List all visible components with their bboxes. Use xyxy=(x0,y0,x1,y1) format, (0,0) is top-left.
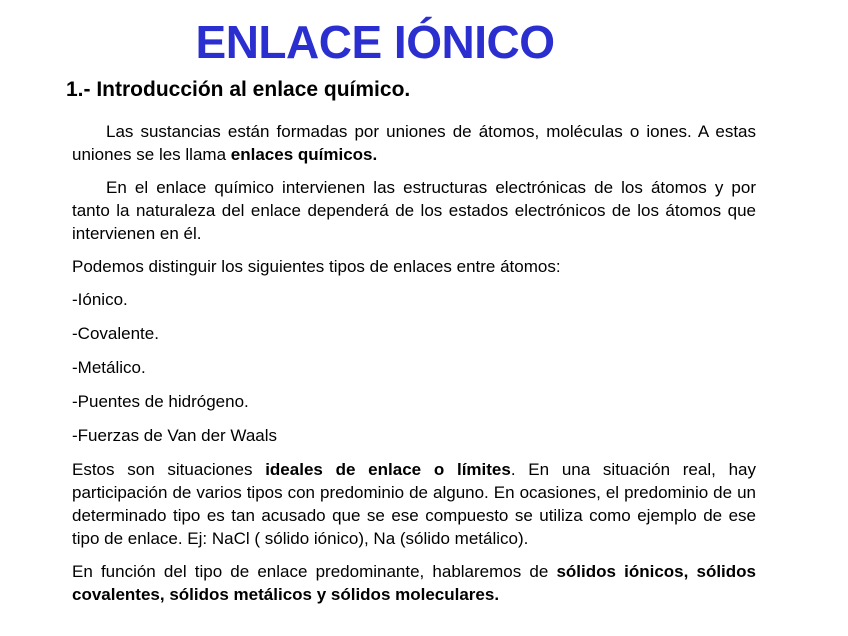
page-title: ENLACE IÓNICO xyxy=(195,16,555,68)
bond-type-hydrogen: -Puentes de hidrógeno. xyxy=(72,392,249,411)
bond-type-metallic: -Metálico. xyxy=(72,358,146,377)
section-heading: 1.- Introducción al enlace químico. xyxy=(66,78,411,101)
bond-type-van-der-waals: -Fuerzas de Van der Waals xyxy=(72,426,278,445)
paragraph-5-bold: sólidos iónicos, sólidos covalentes, sólidos metálicos y sólidos moleculares. xyxy=(72,562,756,604)
document-body xyxy=(72,120,756,616)
paragraph-2: En el enlace químico intervienen las estructuras electrónicas de los átomos y por tanto la naturaleza del enlace dependerá de los estados electrónicos de los átomos que intervienen en él. xyxy=(72,178,756,243)
paragraph-1-bold: enlaces químicos. xyxy=(230,145,378,164)
paragraph-4-bold: ideales de enlace o límites xyxy=(265,460,511,479)
paragraph-1-text: Las sustancias están formadas por uniones de átomos, moléculas o iones. A estas uniones se les llama xyxy=(72,122,756,164)
bond-type-ionic: -Iónico. xyxy=(72,290,128,309)
paragraph-5-pre: En función del tipo de enlace predominante, hablaremos de xyxy=(72,562,557,581)
bond-type-covalent: -Covalente. xyxy=(72,324,159,343)
paragraph-5 xyxy=(72,560,756,606)
paragraph-4-post: . En una situación real, hay participación de varios tipos con predominio de alguno. En ocasiones, el predominio de un determinado tipo es tan acusado que se ese compuesto se utiliza como ejemplo de ese tipo de enlace. Ej: NaCl ( sólido iónico), Na (sólido metálico). xyxy=(72,460,756,548)
paragraph-1 xyxy=(72,120,756,166)
paragraph-3: Podemos distinguir los siguientes tipos de enlaces entre átomos: xyxy=(72,257,561,276)
paragraph-4 xyxy=(72,458,756,550)
paragraph-4-pre: Estos son situaciones xyxy=(72,460,266,479)
